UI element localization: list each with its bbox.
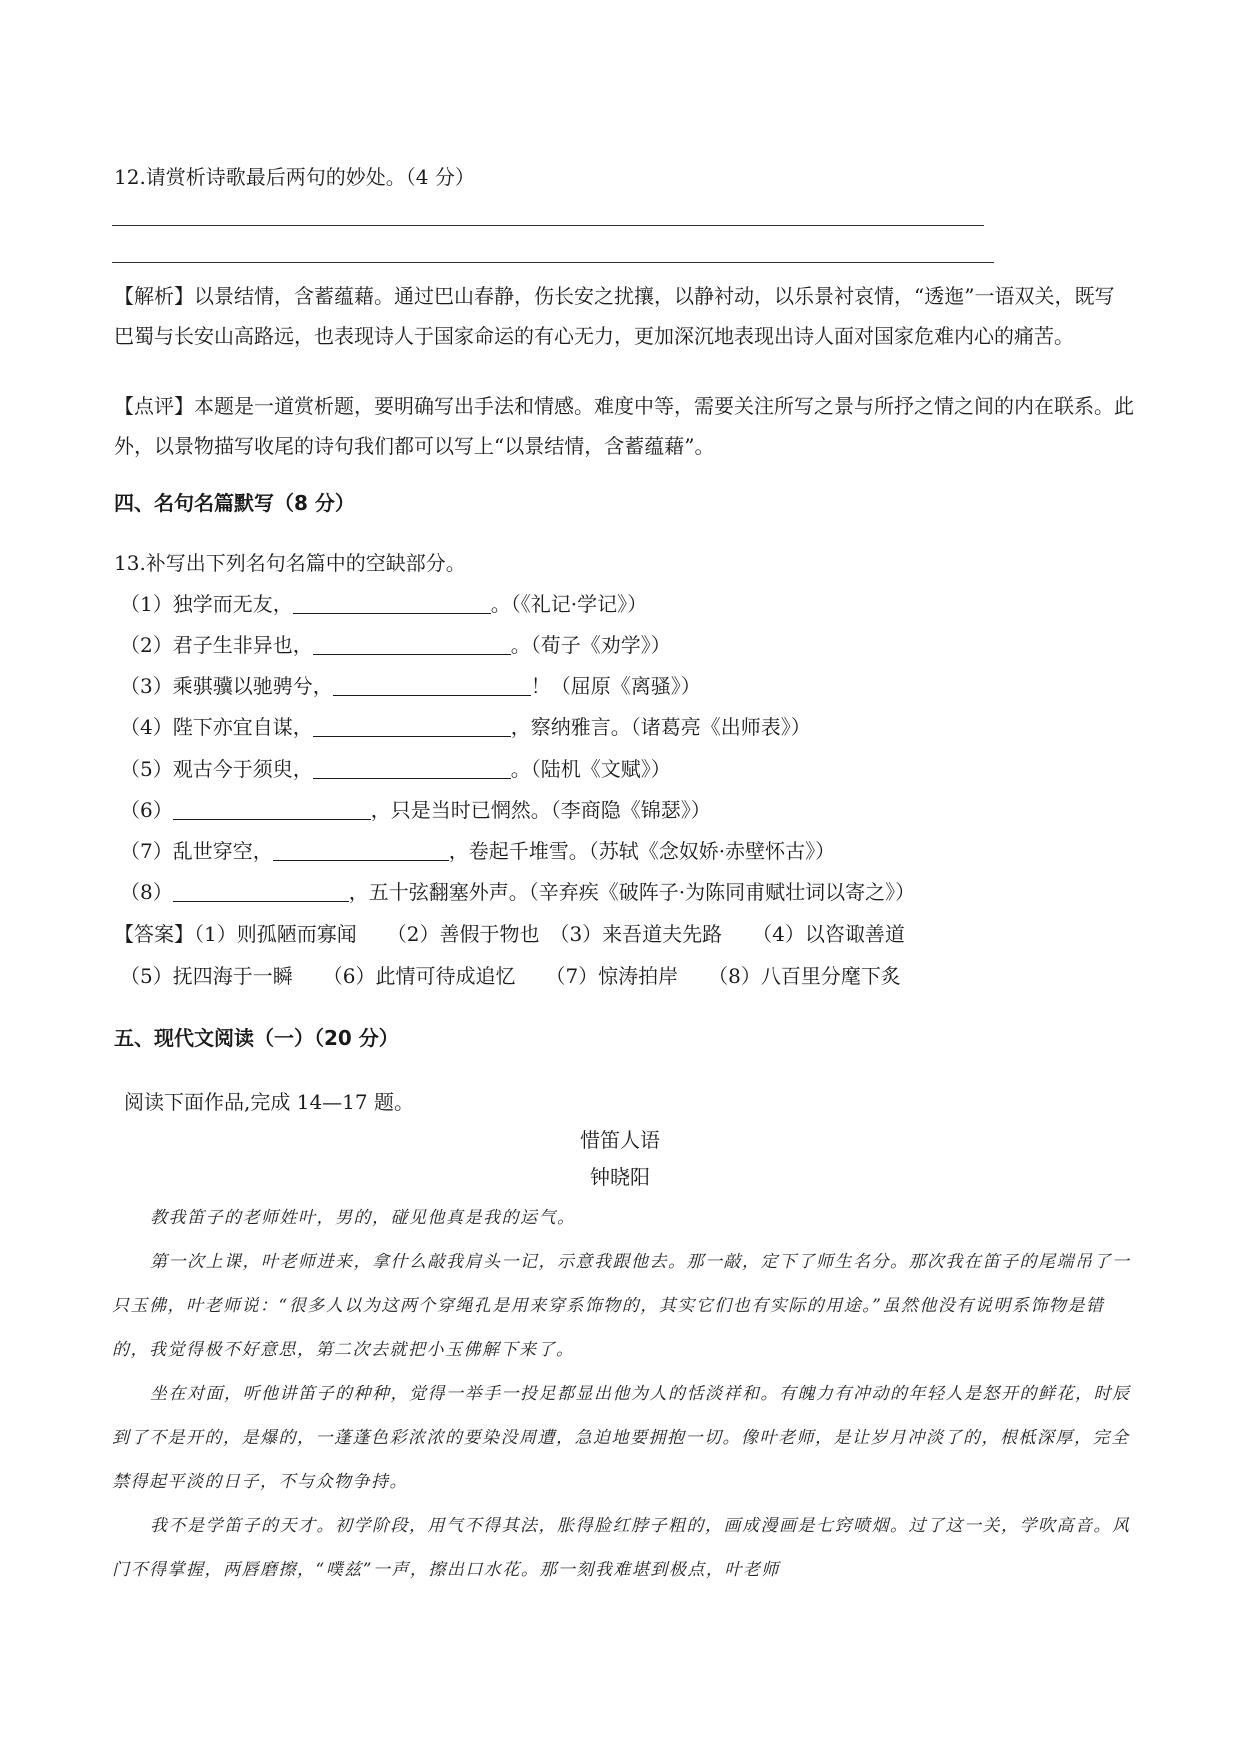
q12-question: 12.请赏析诗歌最后两句的妙处。（4 分）	[114, 165, 475, 189]
q13-answer-line1: 【答案】（1）则孤陋而寡闻 （2）善假于物也 （3）来吾道夫先路 （4）以咨诹善道	[114, 922, 905, 946]
q12-analysis: 【解析】以景结情，含蓄蕴藉。通过巴山春静，伤长安之扰攘，以静衬动，以乐景衬哀情，“透迤”一语双关，既写巴蜀与长安山高路远，也表现诗人于国家命运的有心无力，更加深沉地表现出诗人面对国家危难内心的痛苦。	[114, 284, 1115, 348]
blank-field[interactable]	[173, 799, 371, 820]
q12-comment: 【点评】本题是一道赏析题，要明确写出手法和情感。难度中等，需要关注所写之景与所抒之情之间的内在联系。此外，以景物描写收尾的诗句我们都可以写上“以景结情，含蓄蕴藉”。	[114, 394, 1134, 458]
blank-field[interactable]	[293, 593, 491, 614]
article-paragraph: 坐在对面，听他讲笛子的种种，觉得一举手一投足都显出他为人的恬淡祥和。有魄力有冲动的年轻人是怒开的鲜花，时辰到了不是开的，是爆的，一蓬蓬色彩浓浓的要染没周遭，急迫地要拥抱一切。像叶老师，是让岁月冲淡了的，根柢深厚，完全禁得起平淡的日子，不与众物争持。	[112, 1384, 1131, 1492]
answer-line-1	[112, 225, 984, 226]
blank-field[interactable]	[313, 758, 511, 779]
fill-blank-item: （8） ，五十弦翻塞外声。（辛弃疾《破阵子·为陈同甫赋壮词以寄之》）	[120, 880, 916, 904]
fill-blank-item: （5）观古今于须臾， 。（陆机《文赋》）	[120, 757, 671, 781]
blank-field[interactable]	[273, 840, 449, 861]
blank-field[interactable]	[313, 716, 511, 737]
fill-blank-item: （4）陛下亦宜自谋， ，察纳雅言。（诸葛亮《出师表》）	[120, 715, 811, 739]
article-title: 惜笛人语	[580, 1128, 660, 1152]
q13-answer-line2: （5）抚四海于一瞬 （6）此情可待成追忆 （7）惊涛拍岸 （8）八百里分麾下炙	[120, 964, 901, 988]
blank-field[interactable]	[313, 634, 511, 655]
article-paragraph: 第一次上课，叶老师进来，拿什么敲我肩头一记，示意我跟他去。那一敲，定下了师生名分。那次我在笛子的尾端吊了一只玉佛，叶老师说：“很多人以为这两个穿绳孔是用来穿系饰物的，其实它们也有实际的用途。”虽然他没有说明系饰物是错的，我觉得极不好意思，第二次去就把小玉佛解下来了。	[112, 1252, 1131, 1360]
fill-blank-item: （6） ，只是当时已惘然。（李商隐《锦瑟》）	[120, 798, 711, 822]
fill-blank-item: （3）乘骐骥以驰骋兮， ！（屈原《离骚》）	[120, 674, 701, 698]
reading-instruction: 阅读下面作品,完成 14—17 题。	[124, 1090, 414, 1114]
section5-title: 五、现代文阅读（一）（20 分）	[114, 1026, 399, 1050]
article-paragraph: 教我笛子的老师姓叶，男的，碰见他真是我的运气。	[150, 1208, 576, 1228]
blank-field[interactable]	[173, 881, 349, 902]
article-paragraph: 我不是学笛子的天才。初学阶段，用气不得其法，胀得脸红脖子粗的，画成漫画是七窍喷烟。过了这一关，学吹高音。风门不得掌握，两唇磨擦，“噗兹”一声，擦出口水花。那一刻我难堪到极点，叶老师	[112, 1516, 1131, 1580]
fill-blank-item: （7）乱世穿空， ，卷起千堆雪。（苏轼《念奴娇·赤壁怀古》）	[120, 839, 836, 863]
fill-blank-item: （1）独学而无友， 。（《礼记·学记》）	[120, 592, 648, 616]
section4-title: 四、名句名篇默写（8 分）	[114, 491, 355, 515]
q13-question: 13.补写出下列名句名篇中的空缺部分。	[114, 551, 466, 575]
blank-field[interactable]	[333, 675, 531, 696]
answer-line-2	[112, 262, 994, 263]
article-author: 钟晓阳	[590, 1165, 650, 1189]
article-body	[112, 1196, 1140, 1592]
fill-blank-item: （2）君子生非异也， 。（荀子《劝学》）	[120, 633, 671, 657]
